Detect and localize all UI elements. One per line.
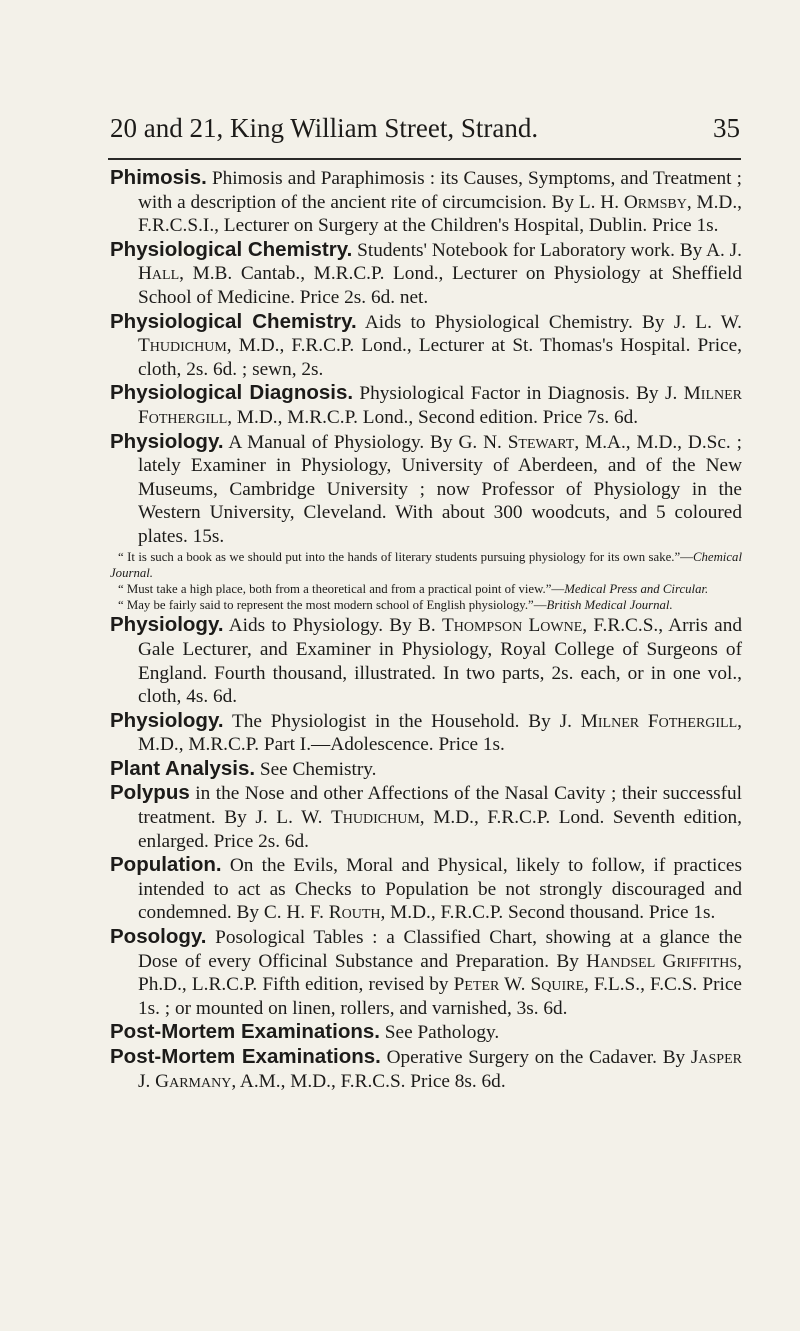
quote-source: Chemical Journal. <box>110 549 742 580</box>
header-rule <box>108 158 741 160</box>
entry-headword: Phimosis. <box>110 166 207 189</box>
entry-author: Jasper <box>690 1047 742 1068</box>
page-number: 35 <box>713 113 740 143</box>
review-quote <box>110 549 742 581</box>
entry-author: Milner Fothergill <box>580 710 738 732</box>
entry-text: See Chemistry. <box>255 758 377 780</box>
entry-headword: Population. <box>110 853 222 877</box>
catalogue-entry <box>110 781 742 853</box>
entry-author: Thudichum <box>331 807 420 829</box>
catalogue-entry <box>110 381 742 429</box>
quote-text: “ May be fairly said to represent the most modern school of English physiology.”— <box>118 598 547 613</box>
entry-author: Routh <box>328 902 381 924</box>
catalogue-entries <box>110 166 742 1093</box>
catalogue-entry <box>110 613 742 708</box>
entry-text: , M.D., F.R.C.P. Second thousand. Price 1s. <box>380 902 716 924</box>
entry-headword: Physiological Chemistry. <box>110 309 357 333</box>
entry-headword: Post-Mortem Examinations. <box>110 1045 381 1068</box>
entry-headword: Posology. <box>110 925 207 949</box>
catalogue-entry <box>110 709 742 757</box>
entry-text: , M.D., M.R.C.P. Part I.—Adolescence. Price 1s. <box>138 710 742 756</box>
entry-text: A Manual of Physiology. By G. N. <box>223 431 508 453</box>
entry-text: W. <box>499 974 531 996</box>
entry-text: , M.D., F.R.C.S.I., Lecturer on Surgery at the Children's Hospital, Dublin. Price 1s. <box>138 191 742 237</box>
review-quotes <box>110 549 742 614</box>
entry-text: Aids to Physiological Chemistry. By J. L. W. <box>356 311 743 333</box>
entry-author: Handsel Griffiths <box>586 950 738 972</box>
entry-headword: Physiological Chemistry. <box>110 237 353 261</box>
entry-text: Operative Surgery on the Cadaver. By <box>380 1047 691 1068</box>
entry-text: The Physiologist in the Household. By J. <box>223 710 581 732</box>
quote-text: “ Must take a high place, both from a theoretical and from a practical point of view.”— <box>118 581 565 596</box>
entry-headword: Physiology. <box>110 429 224 453</box>
entry-text: J. <box>138 1070 156 1092</box>
header-title: 20 and 21, King William Street, Strand. <box>110 113 539 143</box>
entry-author: Thudichum <box>138 335 227 357</box>
catalogue-entry <box>110 853 742 925</box>
entry-author: Peter <box>453 974 500 996</box>
catalogue-entry <box>110 1020 742 1045</box>
review-quote <box>110 597 742 613</box>
entry-author: Stewart <box>507 431 575 453</box>
entry-headword: Physiology. <box>110 613 224 637</box>
entry-author: Milner Fothergill <box>138 383 742 428</box>
entry-text: Physiological Factor in Diagnosis. By J. <box>353 383 684 405</box>
entry-text: Aids to Physiology. By B. <box>223 615 442 637</box>
entry-headword: Post-Mortem Examinations. <box>110 1020 380 1044</box>
entry-text: , M.D., F.R.C.P. Lond., Lecturer at St. Thomas's Hospital. Price, cloth, 2s. 6d. ; sewn, 2s. <box>138 335 742 380</box>
entry-text: , M.B. Cantab., M.R.C.P. Lond., Lecturer on Physiology at Sheffield School of Medicine. Price 2s. 6d. net. <box>138 263 742 308</box>
entry-text: in the Nose and other Affections of the Nasal Cavity ; their successful treatment. By J. L. W. <box>138 783 742 829</box>
entry-text: Posological Tables : a Classified Chart, showing at a glance the Dose of every Officinal Substance and Preparation. By <box>138 927 742 972</box>
entry-text: , Ph.D., L.R.C.P. Fifth edition, revised by <box>138 950 742 996</box>
entry-text: On the Evils, Moral and Physical, likely to follow, if practices intended to act as Checks to Population be not strongly discouraged and condemned. By C. H. F. <box>138 855 742 924</box>
catalogue-entry <box>110 166 742 238</box>
quote-source: Medical Press and Circular. <box>564 581 709 596</box>
catalogue-entry <box>110 1045 742 1093</box>
entry-text: Phimosis and Paraphimosis : its Causes, Symptoms, and Treatment ; with a description of the ancient rite of circumcision. By L. H. <box>138 168 742 213</box>
catalogue-entry <box>110 430 742 549</box>
entry-text: , M.D., F.R.C.P. Lond. Seventh edition, enlarged. Price 2s. 6d. <box>138 807 742 852</box>
entry-text: , F.R.C.S., Arris and Gale Lecturer, and Examiner in Physiology, Royal College of Surgeons of England. Fourth thousand, illustrated. In two parts, 2s. each, or in one vol., cloth, 4s. 6d. <box>138 615 742 708</box>
entry-author: Ormsby <box>623 191 687 213</box>
catalogue-entry <box>110 925 742 1020</box>
review-quote <box>110 581 742 597</box>
catalogue-entry <box>110 757 742 782</box>
catalogue-entry <box>110 238 742 310</box>
entry-text: , M.D., M.R.C.P. Lond., Second edition. Price 7s. 6d. <box>227 406 639 428</box>
entry-text: , M.A., M.D., D.Sc. ; lately Examiner in Physiology, University of Aberdeen, and of the New Museums, Cambridge University ; now Professor of Physiology in the Western University, Cleveland. With about 300 woodcuts, and 5 coloured plates. 15s. <box>138 431 742 547</box>
entry-headword: Physiological Diagnosis. <box>110 381 354 405</box>
quote-source: British Medical Journal. <box>546 598 673 613</box>
entry-text: , A.M., M.D., F.R.C.S. Price 8s. 6d. <box>231 1070 506 1092</box>
entry-text: Students' Notebook for Laboratory work. By A. J. <box>352 239 742 261</box>
entry-headword: Polypus <box>110 781 190 805</box>
entry-text: , F.L.S., F.C.S. Price 1s. ; or mounted on linen, rollers, and varnished, 3s. 6d. <box>138 974 742 1019</box>
entry-author: Thompson Lowne <box>441 615 583 637</box>
quote-text: “ It is such a book as we should put into the hands of literary students pursuing physiology for its own sake.”— <box>118 549 693 564</box>
entry-text: See Pathology. <box>379 1022 500 1044</box>
catalogue-entry <box>110 310 742 382</box>
entry-headword: Physiology. <box>110 708 224 732</box>
entry-author: Squire <box>530 974 585 996</box>
entry-author: Garmany <box>155 1070 232 1092</box>
entry-author: Hall <box>138 263 180 285</box>
entry-headword: Plant Analysis. <box>110 756 256 780</box>
